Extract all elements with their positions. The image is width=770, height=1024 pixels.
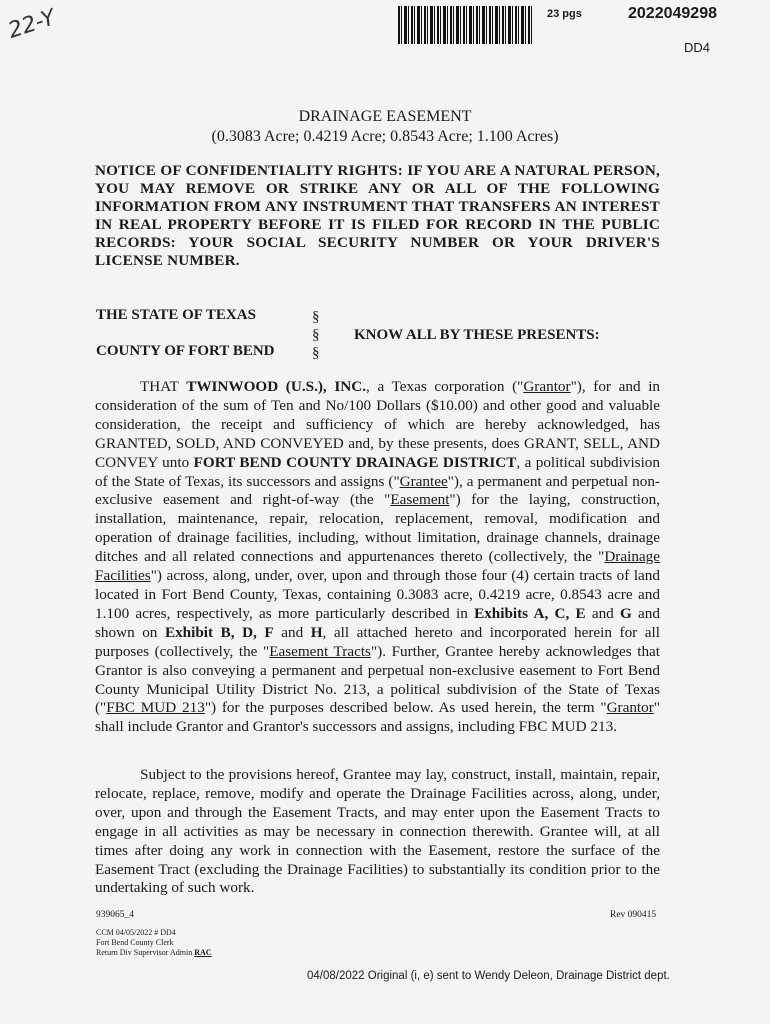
section-sign: §: [312, 327, 320, 343]
clerk-stamp: [96, 928, 212, 958]
document-title: DRAINAGE EASEMENT: [298, 108, 472, 125]
grant-paragraph: THAT TWINWOOD (U.S.), INC., a Texas corporation ("Grantor"), for and in consideration of the sum of Ten and No/100 Dollars ($10.00) and other good and valuable consideration, the receipt and sufficiency of which are hereby acknowledged, has GRANTED, SOLD, AND CONVEYED and, by these presents, does GRANT, SELL, AND CONVEY unto FORT BEND COUNTY DRAINAGE DISTRICT, a political subdivision of the State of Texas, its successors and assigns ("Grantee"), a permanent and perpetual non-exclusive easement and right-of-way (the "Easement") for the laying, construction, installation, maintenance, repair, relocation, replacement, removal, modification and operation of drainage facilities, including, without limitation, drainage channels, drainage ditches and all related connections and appurtenances thereto (collectively, the "Drainage Facilities") across, along, under, over, upon and through those four (4) certain tracts of land located in Fort Bend County, Texas, containing 0.3083 acre, 0.4219 acre, 0.8543 acre and 1.100 acres, respectively, as more particularly described in Exhibits A, C, E and G and shown on Exhibit B, D, F and H, all attached hereto and incorporated herein for all purposes (collectively, the "Easement Tracts"). Further, Grantee hereby acknowledges that Grantor is also conveying a permanent and perpetual non-exclusive easement to Fort Bend County Municipal Utility District No. 213, a political subdivision of the State of Texas ("FBC MUD 213") for the purposes described below. As used herein, the term "Grantor" shall include Grantor and Grantor's successors and assigns, including FBC MUD 213.: [95, 378, 661, 736]
document-number: 2022049298: [628, 5, 717, 22]
file-number: 939065_4: [96, 910, 134, 920]
stamp-line: Fort Bend County Clerk: [96, 938, 174, 947]
stamp-line: Return Div Supervisor Admin RAC: [96, 948, 212, 957]
confidentiality-notice: NOTICE OF CONFIDENTIALITY RIGHTS: IF YOU ARE A NATURAL PERSON, YOU MAY REMOVE OR STRIKE ANY OR ALL OF THE FOLLOWING INFORMATION FROM ANY INSTRUMENT THAT TRANSFERS AN INTEREST IN REAL PROPERTY BEFORE IT IS FILED FOR RECORD IN THE PUBLIC RECORDS: YOUR SOCIAL SECURITY NUMBER OR YOUR DRIVER'S LICENSE NUMBER.: [95, 162, 660, 269]
barcode: [398, 6, 534, 44]
page-count: 23 pgs: [547, 8, 582, 20]
transmittal-note: 04/08/2022 Original (i, e) sent to Wendy Deleon, Drainage District dept.: [307, 970, 670, 982]
document-subtitle: (0.3083 Acre; 0.4219 Acre; 0.8543 Acre; 1.100 Acres): [211, 128, 559, 145]
provisions-paragraph: Subject to the provisions hereof, Grantee may lay, construct, install, maintain, repair, relocate, replace, remove, modify and operate the Drainage Facilities across, along, under, over, upon and through the Easement Tracts, and may enter upon the Easement Tracts to engage in all activities as may be necessary in connection therewith. Grantee will, at all times after doing any work in connection with the Easement, restore the surface of the Easement Tract (excluding the Drainage Facilities) to substantially its condition prior to the undertaking of such work.: [95, 766, 660, 897]
stamp-line: CCM 04/05/2022 # DD4: [96, 928, 176, 937]
handwritten-note: 22-Y: [5, 5, 59, 44]
know-all-presents: KNOW ALL BY THESE PRESENTS:: [354, 327, 600, 343]
section-sign: §: [312, 309, 320, 325]
county-label: COUNTY OF FORT BEND: [96, 343, 275, 359]
state-label: THE STATE OF TEXAS: [96, 307, 256, 323]
stamp-initials: RAC: [194, 948, 212, 957]
section-sign: §: [312, 345, 320, 361]
revision-number: Rev 090415: [610, 910, 657, 920]
document-code: DD4: [684, 40, 711, 55]
